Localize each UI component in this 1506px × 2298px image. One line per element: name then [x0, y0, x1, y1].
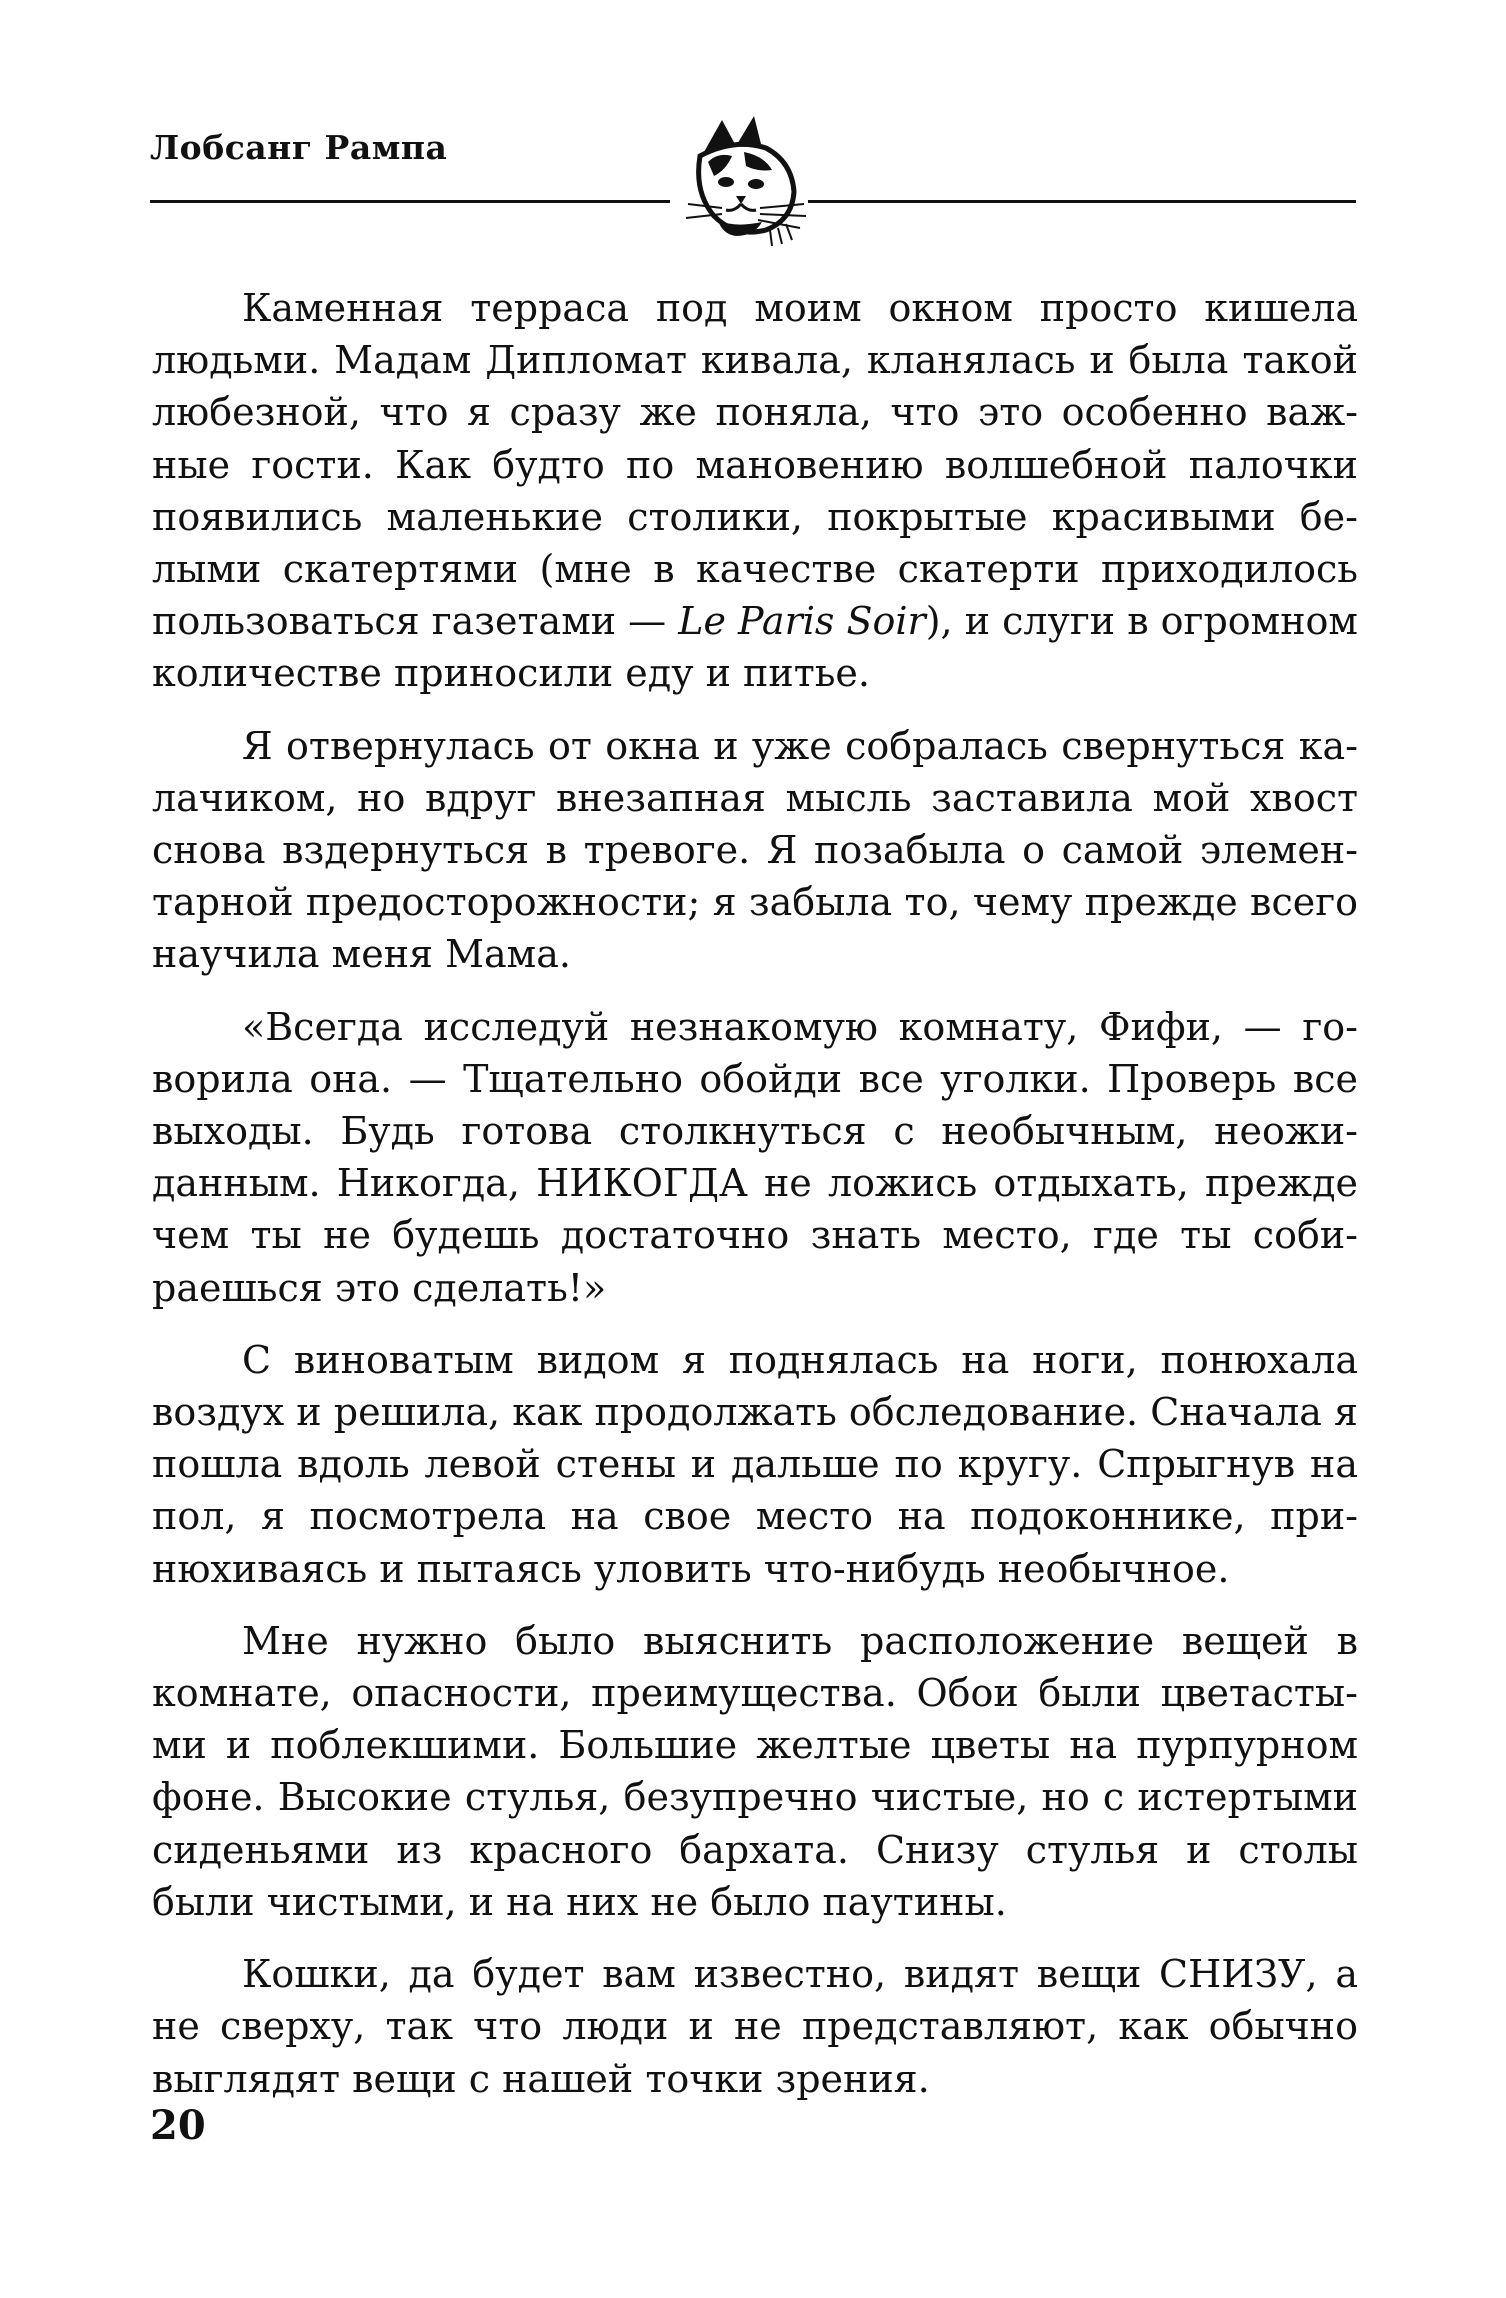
- paragraph-6: Кошки, да будет вам известно, видят вещи СНИЗУ, а не сверху, так что люди и не представляют, как обычно выглядят вещи с нашей точки зрения.: [152, 1952, 1358, 2101]
- paragraph-5: Мне нужно было выяснить расположение вещей в комнате, опасности, преимущества. Обои были цветастыми и поблекшими. Большие желтые цветы на пурпурном фоне. Высокие стулья, безупречно чистые, но с истертыми сиденьями из красного бархата. Снизу стулья и столы были чистыми, и на них не было паутины.: [152, 1618, 1358, 1924]
- body-text: [152, 282, 1358, 2125]
- header-rule-right: [808, 200, 1356, 203]
- paragraph-3: «Всегда исследуй незнакомую комнату, Фифи, — говорила она. — Тщательно обойди все уголки. Проверь все выходы. Будь готова столкнуться с необычным, неожиданным. Никогда, НИКОГДА не ложись отдыхать, прежде чем ты не будешь достаточно знать место, где ты собираешься это сделать!»: [152, 1004, 1358, 1310]
- page-number: 20: [150, 2102, 206, 2149]
- cat-head-icon: [674, 112, 824, 252]
- paragraph-2: Я отвернулась от окна и уже собралась свернуться калачиком, но вдруг внезапная мысль заставила мой хвост снова вздернуться в тревоге. Я позабыла о самой элементарной предосторожности; я забыла то, чему прежде всего научила меня Мама.: [152, 723, 1358, 977]
- running-head-author: Лобсанг Рампа: [150, 128, 448, 167]
- newspaper-title: Le Paris Soir: [678, 599, 926, 644]
- header-rule-left: [150, 200, 670, 203]
- paragraph-1: Каменная терраса под моим окном просто кишела людьми. Мадам Дипломат кивала, кланялась и была такой любезной, что я сразу же поняла, что это особенно важные гости. Как будто по мановению волшебной палочки появились маленькие столики, покрытые красивыми белыми скатертями (мне в качестве скатерти приходилось пользоваться газетами — Le Paris Soir), и слуги в огромном количестве приносили еду и питье.: [152, 286, 1358, 696]
- paragraph-4: С виноватым видом я поднялась на ноги, понюхала воздух и решила, как продолжать обследование. Сначала я пошла вдоль левой стены и дальше по кругу. Спрыгнув на пол, я посмотрела на свое место на подоконнике, принюхиваясь и пытаясь уловить что-нибудь необычное.: [152, 1337, 1358, 1591]
